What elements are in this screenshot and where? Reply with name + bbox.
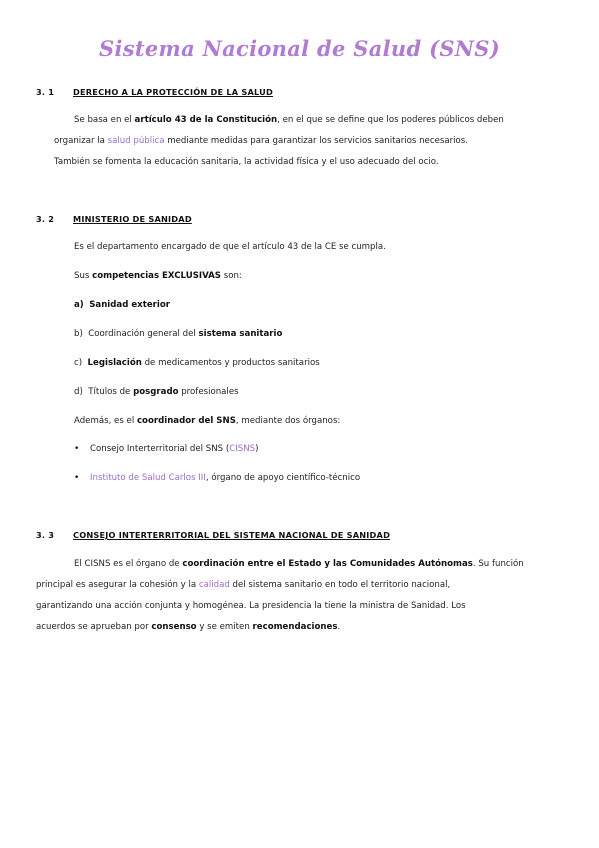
bullet-item [90, 444, 258, 455]
section-heading-3-2 [36, 214, 192, 224]
paragraph-line: Es el departamento encargado de que el artículo 43 de la CE se cumpla. [74, 242, 386, 252]
bold-text: consenso [151, 622, 197, 632]
text-span: del sistema sanitario en todo el territorio nacional, [229, 580, 451, 590]
text-span: . [337, 622, 341, 632]
section-title: MINISTERIO DE SANIDAD [73, 214, 192, 224]
bold-text: coordinación entre el Estado y las Comunidades Autónomas [182, 559, 473, 569]
paragraph-line [74, 559, 524, 570]
bold-text: competencias EXCLUSIVAS [92, 271, 221, 281]
text-span: , en el que se define que los poderes públicos deben [277, 115, 504, 125]
text-span: organizar la [54, 136, 108, 146]
section-heading-3-3 [36, 530, 390, 540]
bold-text: Legislación [87, 358, 142, 368]
bold-text: posgrado [133, 387, 179, 397]
text-span: Títulos de [88, 387, 134, 397]
text-span: Consejo Interterritorial del SNS ( [90, 444, 230, 454]
highlight-text: CISNS [229, 444, 256, 454]
list-marker: a) [74, 300, 84, 310]
text-span: principal es asegurar la cohesión y la [36, 580, 199, 590]
text-span: profesionales [178, 387, 239, 397]
highlight-text: salud pública [107, 136, 165, 146]
paragraph-line [36, 622, 340, 633]
text-span: , mediante dos órganos: [235, 416, 341, 426]
bold-text: coordinador del SNS [136, 416, 236, 426]
bold-text: Sanidad exterior [89, 300, 170, 310]
list-item [74, 329, 282, 340]
list-item [74, 387, 239, 398]
text-span: Además, es el [74, 416, 137, 426]
text-span: de medicamentos y productos sanitarios [141, 358, 320, 368]
section-title: DERECHO A LA PROTECCIÓN DE LA SALUD [73, 87, 273, 97]
text-span: y se emiten [196, 622, 253, 632]
text-span: . Su función [472, 559, 524, 569]
bold-text: recomendaciones [252, 622, 338, 632]
bullet-icon: • [74, 473, 80, 483]
section-number: 3. 3 [36, 530, 55, 540]
section-heading-3-1 [36, 87, 273, 97]
paragraph-line [36, 580, 450, 591]
highlight-text: Instituto de Salud Carlos III [90, 473, 206, 483]
page-title: Sistema Nacional de Salud (SNS) [99, 36, 500, 61]
paragraph-line [74, 271, 242, 282]
text-span: ) [255, 444, 259, 454]
paragraph-line [54, 136, 468, 147]
highlight-text: calidad [198, 580, 230, 590]
list-item [74, 358, 320, 369]
text-span: Coordinación general del [88, 329, 199, 339]
bullet-item [90, 473, 360, 484]
paragraph-line [74, 416, 340, 427]
list-marker: c) [74, 358, 83, 368]
paragraph-line: También se fomenta la educación sanitaria, la actividad física y el uso adecuado del ocio. [54, 157, 439, 167]
section-number: 3. 1 [36, 87, 55, 97]
bold-text: artículo 43 de la Constitución [134, 115, 278, 125]
paragraph-line [74, 115, 504, 126]
paragraph-line: garantizando una acción conjunta y homogénea. La presidencia la tiene la ministra de Sanidad. Los [36, 601, 466, 611]
section-number: 3. 2 [36, 214, 55, 224]
text-span: , órgano de apoyo científico-técnico [205, 473, 361, 483]
text-span: acuerdos se aprueban por [36, 622, 152, 632]
text-span: Se basa en el [74, 115, 135, 125]
list-marker: b) [74, 329, 83, 339]
bullet-icon: • [74, 444, 80, 454]
text-span: son: [221, 271, 242, 281]
text-span: mediante medidas para garantizar los servicios sanitarios necesarios. [164, 136, 468, 146]
list-item [74, 300, 170, 311]
text-span: Sus [74, 271, 93, 281]
bold-text: sistema sanitario [198, 329, 283, 339]
text-span: El CISNS es el órgano de [74, 559, 183, 569]
section-title: CONSEJO INTERTERRITORIAL DEL SISTEMA NACIONAL DE SANIDAD [73, 530, 391, 540]
list-marker: d) [74, 387, 83, 397]
